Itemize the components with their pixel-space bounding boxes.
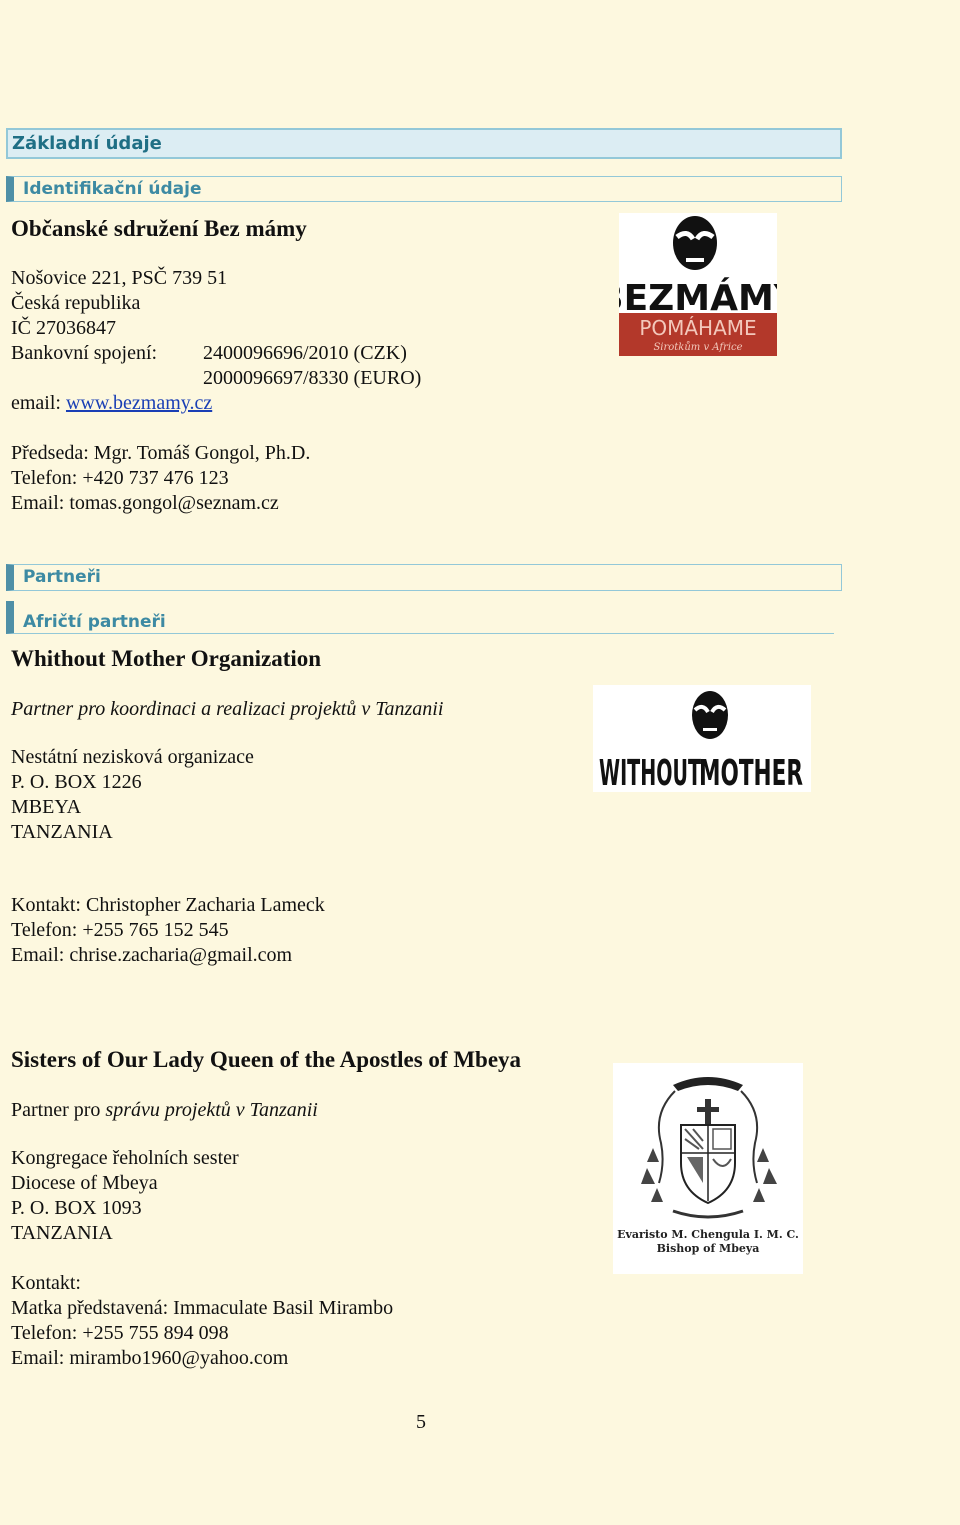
coat-of-arms-icon xyxy=(613,1063,803,1274)
chair-email: Email: tomas.gongol@seznam.cz xyxy=(11,492,279,514)
org-address: Nošovice 221, PSČ 739 51 xyxy=(11,267,228,289)
mask-icon xyxy=(593,685,811,792)
african-partners-heading: Afričtí partneři xyxy=(6,601,834,634)
partner2-name: Sisters of Our Lady Queen of the Apostles of Mbeya xyxy=(11,1047,522,1072)
partner1-country: TANZANIA xyxy=(11,821,113,843)
partner1-phone: Telefon: +255 765 152 545 xyxy=(11,919,229,941)
page-number: 5 xyxy=(416,1411,426,1433)
org-ic: IČ 27036847 xyxy=(11,317,116,339)
logo-middle-text: POMÁHAME xyxy=(639,316,757,340)
section-heading: Základní údaje xyxy=(6,128,842,159)
partner1-email: Email: chrise.zacharia@gmail.com xyxy=(11,944,293,966)
partner2-contact-label: Kontakt: xyxy=(11,1272,81,1294)
email-line xyxy=(11,391,212,416)
bezmamy-logo xyxy=(619,213,777,356)
partner2-diocese: Diocese of Mbeya xyxy=(11,1172,158,1194)
org-country: Česká republika xyxy=(11,292,141,314)
partner2-box: P. O. BOX 1093 xyxy=(11,1197,142,1219)
partner2-phone: Telefon: +255 755 894 098 xyxy=(11,1322,229,1344)
partner2-role-italic: správu projektů v Tanzanii xyxy=(105,1099,318,1121)
bank-czk: 2400096696/2010 (CZK) xyxy=(203,342,407,364)
bank-label: Bankovní spojení: xyxy=(11,342,158,364)
partner2-role-prefix: Partner pro xyxy=(11,1099,106,1121)
org-name: Občanské sdružení Bez mámy xyxy=(11,216,307,241)
chair-phone: Telefon: +420 737 476 123 xyxy=(11,467,229,489)
chair-line: Předseda: Mgr. Tomáš Gongol, Ph.D. xyxy=(11,442,311,464)
partner2-country: TANZANIA xyxy=(11,1222,113,1244)
logo-mother-text: MOTHER xyxy=(699,753,803,792)
identification-heading: Identifikační údaje xyxy=(6,176,842,202)
mask-icon xyxy=(619,213,777,356)
bishop-crest xyxy=(613,1063,803,1274)
without-mother-logo xyxy=(593,685,811,792)
logo-bottom-text: Sirotkům v Africe xyxy=(653,342,743,353)
crest-line2: Bishop of Mbeya xyxy=(656,1242,760,1255)
partner1-role: Partner pro koordinaci a realizaci projektů v Tanzanii xyxy=(11,698,444,720)
partner1-type: Nestátní nezisková organizace xyxy=(11,746,254,768)
partner1-contact: Kontakt: Christopher Zacharia Lameck xyxy=(11,894,325,916)
logo-without-text: WITHOUT xyxy=(599,753,702,792)
partner2-contact: Matka představená: Immaculate Basil Mirambo xyxy=(11,1297,394,1319)
bank-euro: 2000096697/8330 (EURO) xyxy=(203,367,422,389)
partner1-city: MBEYA xyxy=(11,796,82,818)
partner2-role xyxy=(11,1098,318,1123)
partner2-type: Kongregace řeholních sester xyxy=(11,1147,239,1169)
partners-heading: Partneři xyxy=(6,564,842,591)
partner1-name: Whithout Mother Organization xyxy=(11,646,322,671)
logo-top-text: EZMÁM xyxy=(623,278,774,319)
email-label: email: xyxy=(11,392,66,414)
crest-line1: Evaristo M. Chengula I. M. C. xyxy=(617,1228,799,1241)
partner2-email: Email: mirambo1960@yahoo.com xyxy=(11,1347,289,1369)
website-link[interactable]: www.bezmamy.cz xyxy=(65,392,213,414)
partner1-box: P. O. BOX 1226 xyxy=(11,771,142,793)
